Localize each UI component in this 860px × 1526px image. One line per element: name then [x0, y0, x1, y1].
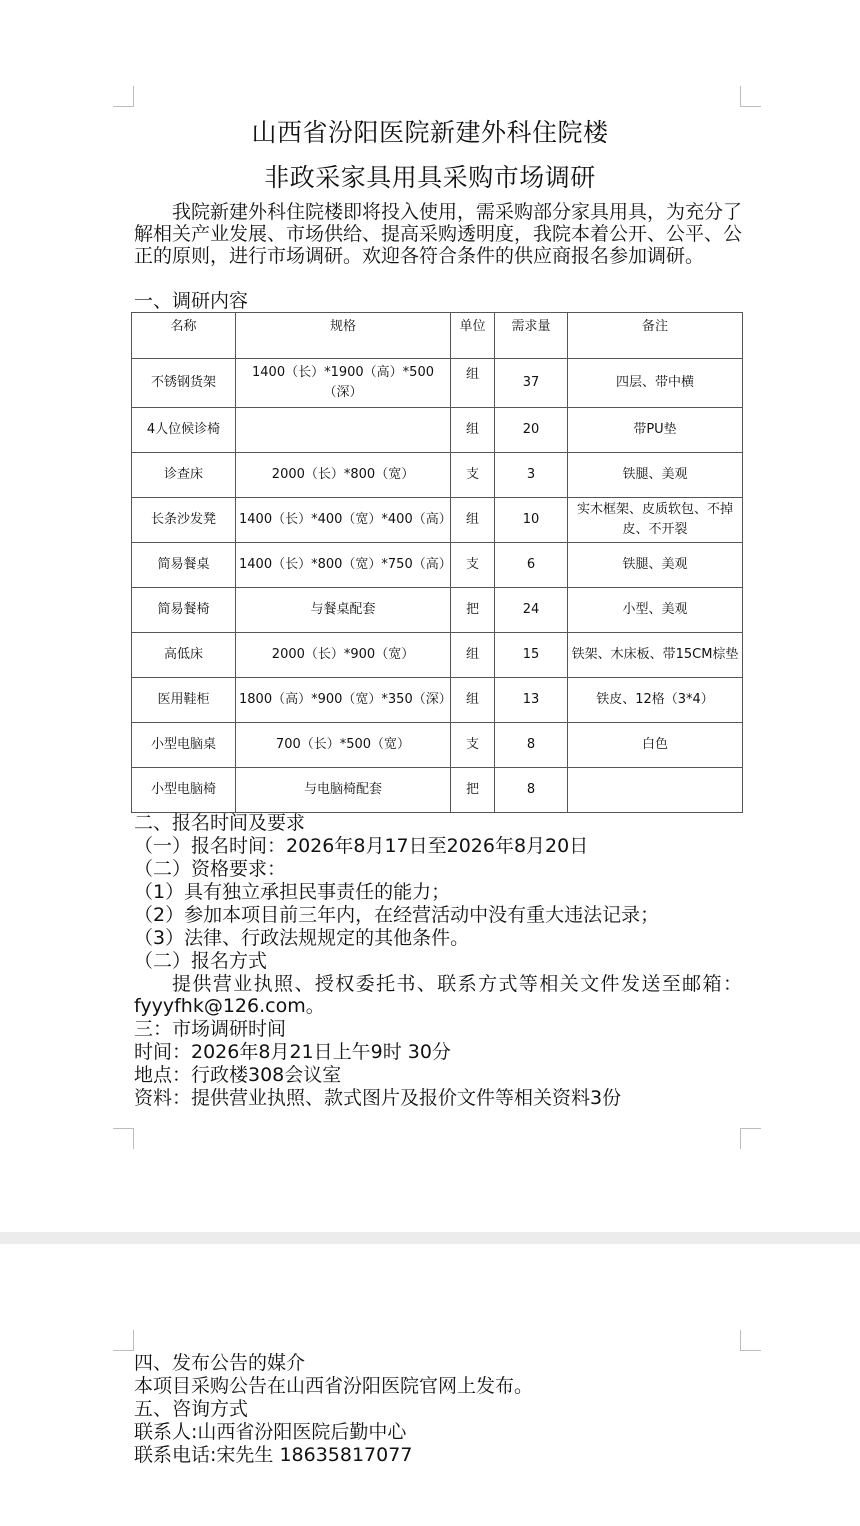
document-subtitle: 非政采家具用具采购市场调研 [264, 163, 596, 192]
remark-cell: 四层、带中横 [568, 359, 743, 408]
section-heading: 五、咨询方式 [134, 1398, 249, 1420]
quantity-cell: 8 [495, 723, 568, 768]
table-row [132, 768, 743, 813]
unit-cell: 组 [451, 633, 495, 678]
registration-method-heading: （二）报名方式 [134, 950, 268, 972]
quantity-cell: 24 [495, 588, 568, 633]
crop-mark [740, 1128, 761, 1149]
column-header: 规格 [236, 313, 451, 359]
table-header-row [132, 313, 743, 359]
media-text: 本项目采购公告在山西省汾阳医院官网上发布。 [134, 1375, 534, 1397]
contact-person: 联系人:山西省汾阳医院后勤中心 [134, 1421, 407, 1443]
remark-cell: 带PU垫 [568, 408, 743, 453]
unit-cell: 组 [451, 498, 495, 543]
remark-cell: 实木框架、皮质软包、不掉皮、不开裂 [568, 498, 743, 543]
spec-cell: 1800（高）*900（宽）*350（深） [236, 678, 451, 723]
spec-cell: 与电脑椅配套 [236, 768, 451, 813]
table-row [132, 633, 743, 678]
item-name-cell: 诊查床 [132, 453, 236, 498]
spec-cell: 1400（长）*800（宽）*750（高） [236, 543, 451, 588]
item-name-cell: 小型电脑椅 [132, 768, 236, 813]
remark-cell: 小型、美观 [568, 588, 743, 633]
crop-mark [113, 1330, 134, 1351]
document-title: 山西省汾阳医院新建外科住院楼 [251, 118, 609, 147]
table-row [132, 588, 743, 633]
document-page-2 [0, 1244, 860, 1526]
quantity-cell: 3 [495, 453, 568, 498]
item-name-cell: 医用鞋柜 [132, 678, 236, 723]
column-header: 名称 [132, 313, 236, 359]
spec-cell: 2000（长）*800（宽） [236, 453, 451, 498]
column-header: 备注 [568, 313, 743, 359]
remark-cell: 铁皮、12格（3*4） [568, 678, 743, 723]
contact-phone: 联系电话:宋先生 18635817077 [134, 1444, 413, 1466]
remark-cell: 白色 [568, 723, 743, 768]
section-heading: 二、报名时间及要求 [134, 812, 306, 834]
qualification-item: （3）法律、行政法规规定的其他条件。 [134, 927, 470, 949]
remark-cell: 铁腿、美观 [568, 453, 743, 498]
item-name-cell: 小型电脑桌 [132, 723, 236, 768]
crop-mark [740, 86, 761, 107]
spec-cell: 与餐桌配套 [236, 588, 451, 633]
section-heading: 三：市场调研时间 [134, 1018, 287, 1040]
item-name-cell: 长条沙发凳 [132, 498, 236, 543]
unit-cell: 组 [451, 359, 495, 408]
crop-mark [113, 86, 134, 107]
unit-cell: 组 [451, 408, 495, 453]
quantity-cell: 20 [495, 408, 568, 453]
quantity-cell: 15 [495, 633, 568, 678]
spec-cell [236, 408, 451, 453]
survey-location: 地点：行政楼308会议室 [134, 1064, 342, 1086]
table-row [132, 678, 743, 723]
quantity-cell: 6 [495, 543, 568, 588]
remark-cell: 铁架、木床板、带15CM棕垫 [568, 633, 743, 678]
table-row [132, 543, 743, 588]
registration-method-text: 提供营业执照、授权委托书、联系方式等相关文件发送至邮箱：fyyyfhk@126.com。 [134, 973, 742, 1017]
qualification-item: （2）参加本项目前三年内，在经营活动中没有重大违法记录； [134, 904, 660, 926]
item-name-cell: 简易餐桌 [132, 543, 236, 588]
item-name-cell: 简易餐椅 [132, 588, 236, 633]
unit-cell: 把 [451, 588, 495, 633]
section-heading: 一、调研内容 [134, 290, 249, 312]
unit-cell: 支 [451, 723, 495, 768]
spec-cell: 1400（长）*400（宽）*400（高） [236, 498, 451, 543]
crop-mark [740, 1330, 761, 1351]
qualification-heading: （二）资格要求： [134, 858, 287, 880]
unit-cell: 把 [451, 768, 495, 813]
item-name-cell: 4人位候诊椅 [132, 408, 236, 453]
table-row [132, 453, 743, 498]
spec-cell: 1400（长）*1900（高）*500（深） [236, 359, 451, 408]
survey-table [131, 312, 743, 813]
survey-materials: 资料：提供营业执照、款式图片及报价文件等相关资料3份 [134, 1087, 622, 1109]
item-name-cell: 不锈钢货架 [132, 359, 236, 408]
spec-cell: 2000（长）*900（宽） [236, 633, 451, 678]
table-row [132, 359, 743, 408]
unit-cell: 支 [451, 453, 495, 498]
spec-cell: 700（长）*500（宽） [236, 723, 451, 768]
remark-cell [568, 768, 743, 813]
registration-time: （一）报名时间：2026年8月17日至2026年8月20日 [134, 835, 589, 857]
unit-cell: 支 [451, 543, 495, 588]
qualification-item: （1）具有独立承担民事责任的能力； [134, 881, 451, 903]
survey-time: 时间：2026年8月21日上午9时 30分 [134, 1041, 451, 1063]
quantity-cell: 13 [495, 678, 568, 723]
item-name-cell: 高低床 [132, 633, 236, 678]
column-header: 单位 [451, 313, 495, 359]
remark-cell: 铁腿、美观 [568, 543, 743, 588]
table-row [132, 723, 743, 768]
quantity-cell: 8 [495, 768, 568, 813]
table-row [132, 498, 743, 543]
column-header: 需求量 [495, 313, 568, 359]
section-heading: 四、发布公告的媒介 [134, 1352, 306, 1374]
quantity-cell: 10 [495, 498, 568, 543]
quantity-cell: 37 [495, 359, 568, 408]
table-row [132, 408, 743, 453]
unit-cell: 组 [451, 678, 495, 723]
crop-mark [113, 1128, 134, 1149]
intro-paragraph: 我院新建外科住院楼即将投入使用，需采购部分家具用具，为充分了解相关产业发展、市场供给、提高采购透明度，我院本着公开、公平、公正的原则，进行市场调研。欢迎各符合条件的供应商报名参加调研。 [134, 201, 743, 267]
